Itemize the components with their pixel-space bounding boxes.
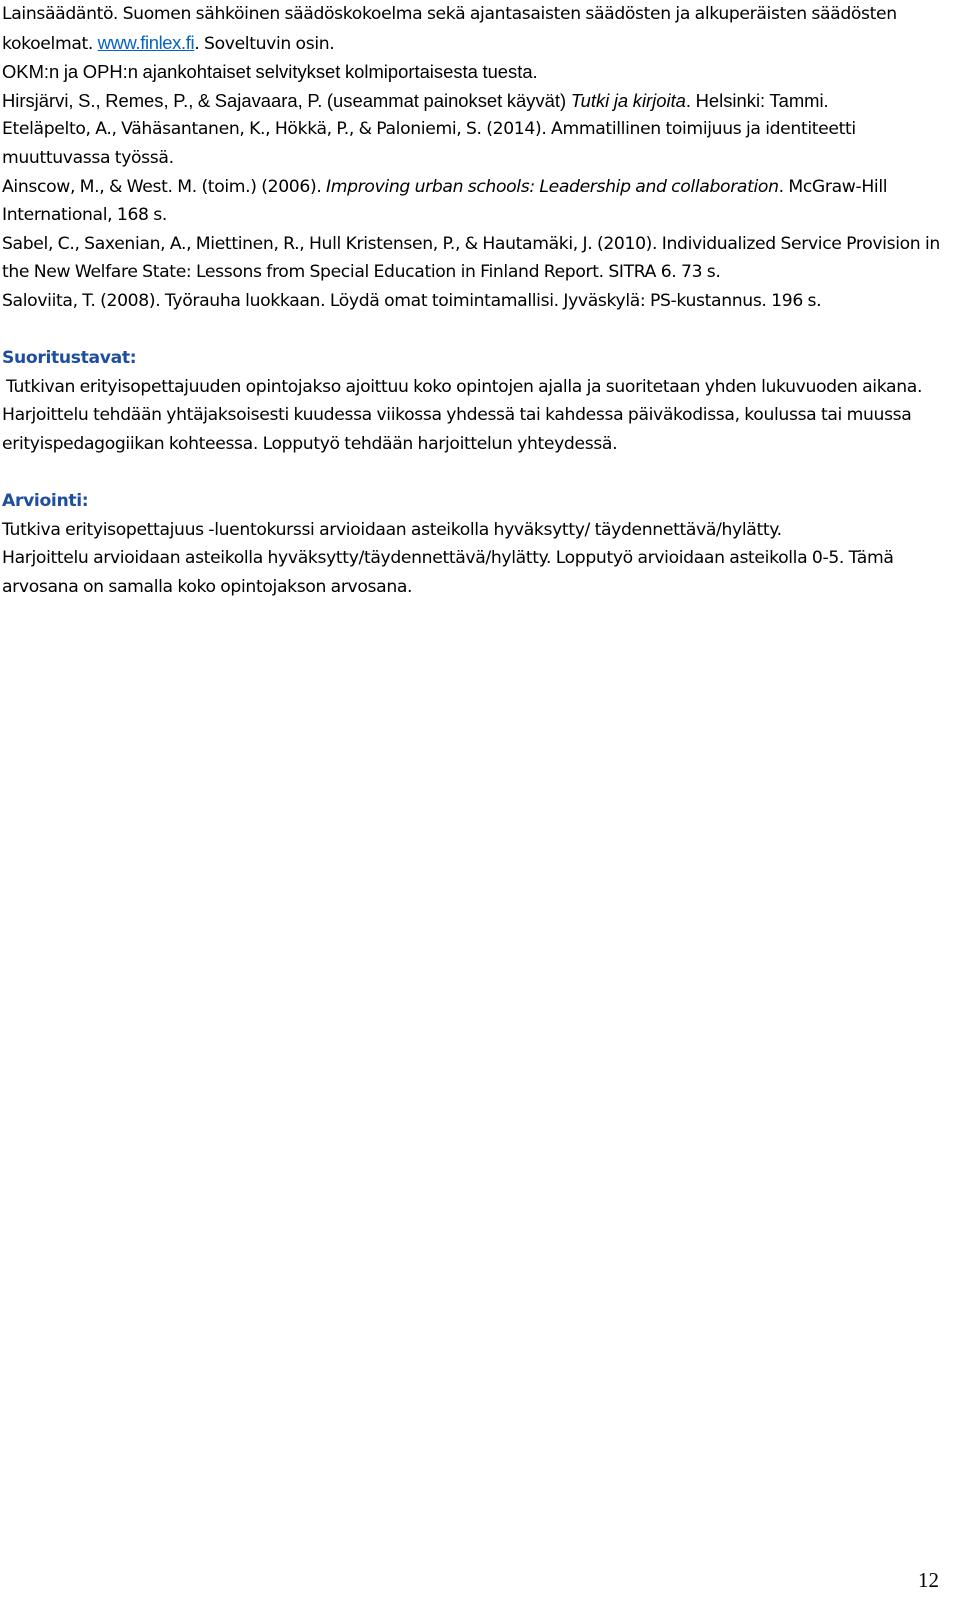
reference-saloviita: Saloviita, T. (2008). Työrauha luokkaan. Löydä omat toimintamallisi. Jyväskylä: PS-kustannus. 196 s. bbox=[2, 290, 822, 311]
arviointi-heading: Arviointi: bbox=[2, 491, 89, 512]
document-page bbox=[2, 0, 947, 601]
finlex-link[interactable]: www.finlex.fi bbox=[97, 31, 195, 53]
reference-sabel: Sabel, C., Saxenian, A., Miettinen, R., Hull Kristensen, P., & Hautamäki, J. (2010). Individualized Service Provision in the New Welfare State: Lessons from Special Education in Finland Report. SITRA 6. 73 s. bbox=[2, 233, 940, 283]
suoritustavat-paragraph-2: Harjoittelu tehdään yhtäjaksoisesti kuudessa viikossa yhdessä tai kahdessa päiväkodissa, koulussa tai muussa erityispedagogiikan kohteessa. Lopputyö tehdään harjoittelun yhteydessä. bbox=[2, 405, 912, 454]
reference-etelapelto: Eteläpelto, A., Vähäsantanen, K., Hökkä, P., & Paloniemi, S. (2014). Ammatillinen toimijuus ja identiteetti muuttuvassa työssä. bbox=[2, 119, 856, 168]
reference-ainscow-authors: Ainscow, M., & West. M. (toim.) (2006). bbox=[2, 176, 327, 197]
reference-hirsjarvi-authors: Hirsjärvi, S., Remes, P., & Sajavaara, P. (useammat painokset käyvät) bbox=[2, 89, 571, 111]
suoritustavat-paragraph-1: Tutkivan erityisopettajuuden opintojakso ajoittuu koko opintojen ajalla ja suoritetaan yhden lukuvuoden aikana. bbox=[6, 376, 923, 397]
reference-ainscow-publisher: . McGraw-Hill International, 168 s. bbox=[2, 176, 888, 226]
reference-hirsjarvi-publisher: . Helsinki: Tammi. bbox=[685, 89, 829, 111]
reference-hirsjarvi-title: Tutki ja kirjoita bbox=[570, 89, 686, 111]
reference-okm: OKM:n ja OPH:n ajankohtaiset selvitykset kolmiportaisesta tuesta. bbox=[2, 61, 538, 83]
reference-legislation-text: Lainsäädäntö. Suomen sähköinen säädöskokoelma sekä ajantasaisten säädösten ja alkuperäisten säädösten kokoelmat. bbox=[2, 4, 897, 54]
reference-hirsjarvi bbox=[2, 87, 947, 116]
reference-ainscow bbox=[2, 173, 947, 230]
page-number: 12 bbox=[918, 1568, 939, 1592]
spacer bbox=[2, 316, 947, 345]
spacer bbox=[2, 459, 947, 488]
reference-legislation-suffix: . Soveltuvin osin. bbox=[194, 33, 335, 54]
arviointi-paragraph-2: Harjoittelu arvioidaan asteikolla hyväksytty/täydennettävä/hylätty. Lopputyö arvioidaan asteikolla 0-5. Tämä arvosana on samalla koko opintojakson arvosana. bbox=[2, 548, 894, 597]
reference-ainscow-title: Improving urban schools: Leadership and collaboration bbox=[326, 176, 779, 197]
arviointi-paragraph-1: Tutkiva erityisopettajuus -luentokurssi arvioidaan asteikolla hyväksytty/ täydennettävä/hylätty. bbox=[2, 519, 782, 540]
suoritustavat-heading: Suoritustavat: bbox=[2, 348, 137, 369]
reference-legislation bbox=[2, 0, 947, 58]
